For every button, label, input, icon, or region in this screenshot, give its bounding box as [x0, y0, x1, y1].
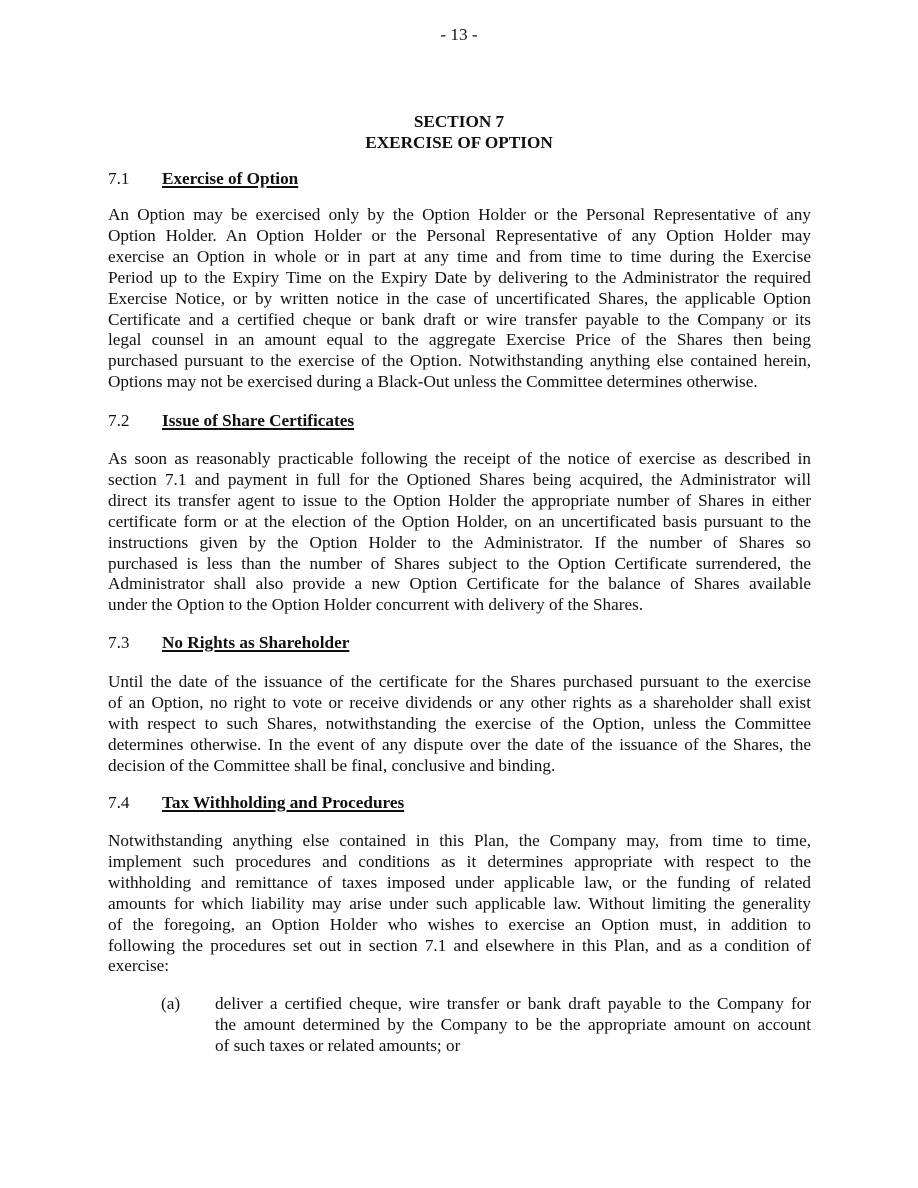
text-line: purchased is less than the number of Shares subject to the Option Certificate surrendered, the: [108, 553, 811, 573]
clause-title: No Rights as Shareholder: [162, 633, 350, 652]
text-line: purchased pursuant to the exercise of the Option. Notwithstanding anything else contained herein,: [108, 351, 811, 371]
text-line: Until the date of the issuance of the certificate for the Shares purchased pursuant to the exercise: [108, 672, 811, 691]
text-line: Option Holder. An Option Holder or the Personal Representative of any Option Holder may: [108, 225, 811, 245]
clause-title: Exercise of Option: [162, 169, 299, 188]
text-line: section 7.1 and payment in full for the Optioned Shares being acquired, the Administrator will: [108, 469, 811, 489]
subclause-label: (a): [161, 994, 181, 1013]
section-heading: [0, 111, 918, 153]
subclause-text: [215, 994, 811, 1057]
text-line: of such taxes or related amounts; or: [215, 1035, 461, 1055]
text-line: certificate form or at the election of the Option Holder, on an uncertificated basis pursuant to the: [108, 511, 811, 531]
text-line: exercise an Option in whole or in part at any time and from time to time during the Exercise: [108, 246, 811, 266]
text-line: instructions given by the Option Holder to the Administrator. If the number of Shares so: [108, 532, 811, 552]
clause-body-7-3: [108, 672, 811, 777]
text-line: following the procedures set out in section 7.1 and elsewhere in this Plan, and as a condition of: [108, 935, 811, 955]
text-line: An Option may be exercised only by the Option Holder or the Personal Representative of any: [108, 205, 811, 224]
page-number: - 13 -: [440, 25, 478, 44]
text-line: with respect to such Shares, notwithstanding the exercise of the Option, unless the Committee: [108, 713, 811, 733]
text-line: of an Option, no right to vote or receive dividends or any other rights as a shareholder shall exist: [108, 692, 811, 712]
clause-title: Issue of Share Certificates: [162, 411, 355, 430]
text-line: withholding and remittance of taxes imposed under applicable law, or the funding of related: [108, 872, 811, 892]
text-line: direct its transfer agent to issue to the Option Holder the appropriate number of Shares in either: [108, 490, 811, 510]
text-line: As soon as reasonably practicable following the receipt of the notice of exercise as described in: [108, 449, 811, 468]
clause-number: 7.4: [108, 793, 130, 812]
text-line: of the foregoing, an Option Holder who wishes to exercise an Option must, in addition to: [108, 914, 811, 934]
clause-number: 7.3: [108, 633, 130, 652]
clause-body-7-4: [108, 831, 811, 977]
clause-heading-7-1: [108, 169, 298, 190]
text-line: determines otherwise. In the event of any dispute over the date of the issuance of the Shares, the: [108, 734, 811, 754]
text-line: Options may not be exercised during a Black-Out unless the Committee determines otherwise.: [108, 372, 758, 392]
text-line: amounts for which liability may arise under such applicable law. Without limiting the generality: [108, 893, 811, 913]
clause-title: Tax Withholding and Procedures: [162, 793, 405, 812]
clause-body-7-2: [108, 449, 811, 616]
clause-number: 7.2: [108, 411, 130, 430]
text-line: Certificate and a certified cheque or bank draft or wire transfer payable to the Company or its: [108, 309, 811, 329]
clause-number: 7.1: [108, 169, 130, 188]
text-line: the amount determined by the Company to be the appropriate amount on account: [215, 1014, 811, 1034]
text-line: implement such procedures and conditions as it determines appropriate with respect to the: [108, 851, 811, 871]
text-line: Period up to the Expiry Time on the Expiry Date by delivering to the Administrator the required: [108, 267, 811, 287]
text-line: legal counsel in an amount equal to the aggregate Exercise Price of the Shares then being: [108, 330, 811, 350]
text-line: exercise:: [108, 956, 170, 976]
clause-heading-7-2: [108, 411, 354, 432]
clause-body-7-1: [108, 205, 811, 393]
clause-heading-7-3: [108, 633, 349, 654]
clause-heading-7-4: [108, 793, 404, 814]
section-number: SECTION 7: [413, 112, 505, 131]
text-line: Exercise Notice, or by written notice in the case of uncertificated Shares, the applicable Option: [108, 288, 811, 308]
text-line: Notwithstanding anything else contained in this Plan, the Company may, from time to time,: [108, 831, 811, 850]
text-line: deliver a certified cheque, wire transfer or bank draft payable to the Company for: [215, 994, 811, 1013]
section-title: EXERCISE OF OPTION: [365, 133, 553, 152]
text-line: decision of the Committee shall be final, conclusive and binding.: [108, 755, 556, 775]
text-line: under the Option to the Option Holder concurrent with delivery of the Shares.: [108, 595, 644, 615]
text-line: Administrator shall also provide a new Option Certificate for the balance of Shares available: [108, 574, 811, 594]
